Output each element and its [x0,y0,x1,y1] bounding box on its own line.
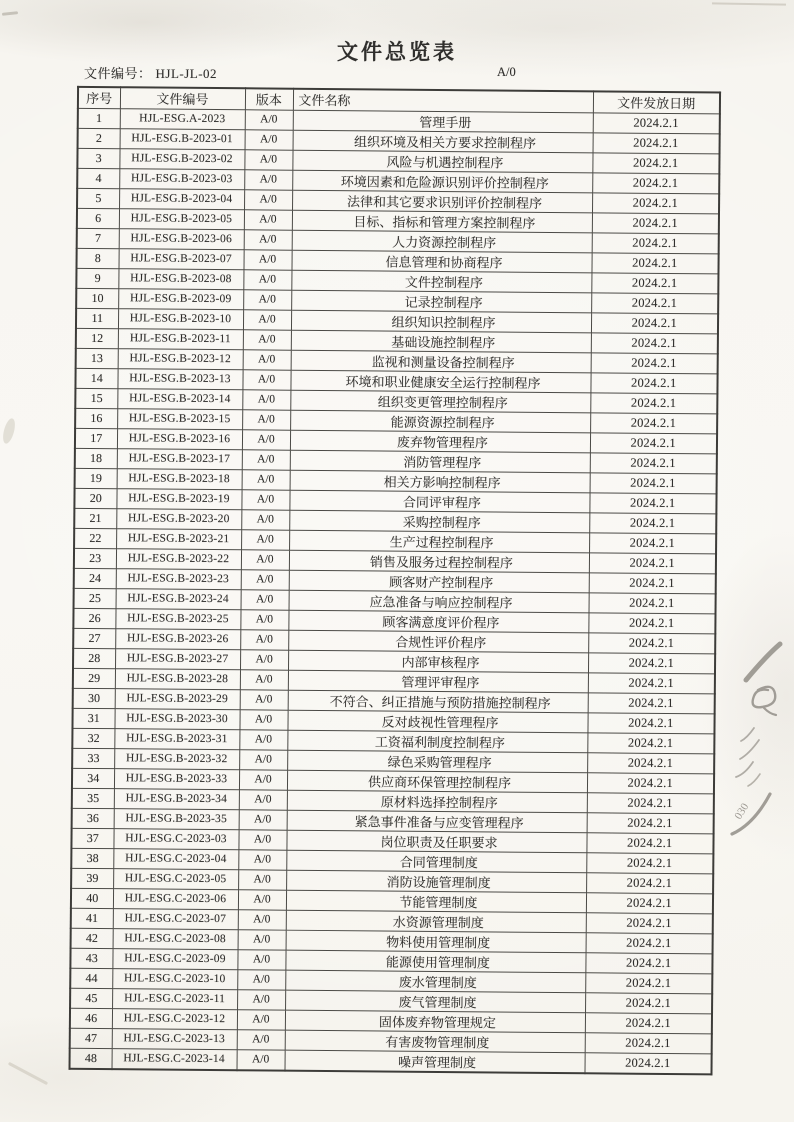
row-issue-date: 2024.2.1 [590,452,717,473]
header-doc-name: 文件名称 [293,89,593,113]
row-doc-name: 人力资源控制程序 [292,230,592,253]
row-doc-number: HJL-ESG.B-2023-34 [114,788,239,809]
row-seq: 47 [70,1028,112,1048]
row-doc-number: HJL-ESG.B-2023-18 [117,468,242,489]
row-version: A/0 [242,389,290,409]
row-seq: 3 [77,148,119,168]
row-doc-name: 顾客财产控制程序 [289,570,589,593]
scan-artifact-bottomleft [8,1062,48,1085]
row-issue-date: 2024.2.1 [592,152,719,173]
row-seq: 9 [76,268,118,288]
row-version: A/0 [237,1029,285,1049]
table-body [70,108,720,1074]
row-issue-date: 2024.2.1 [591,312,718,333]
row-doc-name: 信息管理和协商程序 [291,250,591,273]
row-seq: 28 [73,648,115,668]
row-version: A/0 [238,909,286,929]
row-doc-name: 废水管理制度 [285,970,585,993]
row-doc-name: 组织知识控制程序 [291,310,591,333]
row-doc-name: 管理手册 [293,110,593,133]
row-doc-name: 合同评审程序 [289,490,589,513]
row-doc-number: HJL-ESG.B-2023-01 [120,128,245,149]
row-doc-number: HJL-ESG.C-2023-09 [112,948,237,969]
row-version: A/0 [241,589,289,609]
row-doc-number: HJL-ESG.B-2023-33 [114,768,239,789]
document-overview-table [69,86,722,1075]
row-doc-number: HJL-ESG.C-2023-11 [112,988,237,1009]
row-version: A/0 [243,349,291,369]
row-doc-name: 管理评审程序 [288,670,588,693]
row-doc-number: HJL-ESG.A-2023 [120,108,245,129]
row-doc-name: 风险与机遇控制程序 [292,150,592,173]
row-version: A/0 [242,409,290,429]
row-seq: 19 [75,468,117,488]
row-version: A/0 [239,729,287,749]
row-seq: 37 [71,828,113,848]
row-doc-number: HJL-ESG.B-2023-13 [117,368,242,389]
row-doc-number: HJL-ESG.C-2023-14 [112,1048,237,1070]
row-doc-name: 文件控制程序 [291,270,591,293]
row-issue-date: 2024.2.1 [592,192,719,213]
row-issue-date: 2024.2.1 [589,512,716,533]
row-seq: 15 [75,388,117,408]
row-seq: 2 [78,128,120,148]
row-doc-name: 水资源管理制度 [286,910,586,933]
row-issue-date: 2024.2.1 [591,352,718,373]
row-doc-number: HJL-ESG.B-2023-28 [115,668,240,689]
row-issue-date: 2024.2.1 [591,272,718,293]
row-seq: 36 [72,808,114,828]
row-doc-name: 绿色采购管理程序 [287,750,587,773]
row-seq: 31 [72,708,114,728]
row-doc-number: HJL-ESG.B-2023-11 [118,328,243,349]
row-seq: 43 [70,948,112,968]
row-seq: 41 [71,908,113,928]
page-version: A/0 [497,65,516,79]
row-issue-date: 2024.2.1 [593,112,720,133]
row-version: A/0 [242,449,290,469]
row-version: A/0 [243,249,291,269]
row-issue-date: 2024.2.1 [585,952,712,973]
row-issue-date: 2024.2.1 [586,872,713,893]
row-seq: 17 [75,428,117,448]
row-issue-date: 2024.2.1 [590,412,717,433]
row-version: A/0 [239,769,287,789]
row-version: A/0 [243,329,291,349]
row-doc-name: 基础设施控制程序 [291,330,591,353]
row-doc-name: 目标、指标和管理方案控制程序 [292,210,592,233]
row-issue-date: 2024.2.1 [587,812,714,833]
row-version: A/0 [245,129,293,149]
row-doc-number: HJL-ESG.B-2023-12 [118,348,243,369]
row-doc-number: HJL-ESG.B-2023-20 [116,508,241,529]
row-version: A/0 [239,709,287,729]
row-doc-number: HJL-ESG.B-2023-05 [119,208,244,229]
row-doc-number: HJL-ESG.C-2023-07 [113,908,238,929]
row-doc-name: 反对歧视性管理程序 [287,710,587,733]
row-issue-date: 2024.2.1 [588,692,715,713]
row-issue-date: 2024.2.1 [590,372,717,393]
row-seq: 27 [73,628,115,648]
row-seq: 13 [76,348,118,368]
row-version: A/0 [240,629,288,649]
row-issue-date: 2024.2.1 [585,992,712,1013]
row-doc-number: HJL-ESG.B-2023-02 [119,148,244,169]
row-doc-number: HJL-ESG.C-2023-12 [112,1008,237,1029]
row-seq: 26 [73,608,115,628]
row-seq: 14 [75,368,117,388]
row-issue-date: 2024.2.1 [592,172,719,193]
row-doc-name: 紧急事件准备与应变管理程序 [287,810,587,833]
row-doc-name: 工资福利制度控制程序 [287,730,587,753]
row-version: A/0 [242,469,290,489]
table-row [70,1048,712,1074]
row-version: A/0 [243,269,291,289]
row-issue-date: 2024.2.1 [590,432,717,453]
row-version: A/0 [237,1009,285,1029]
row-issue-date: 2024.2.1 [587,712,714,733]
row-issue-date: 2024.2.1 [591,332,718,353]
row-doc-name: 应急准备与响应控制程序 [289,590,589,613]
row-issue-date: 2024.2.1 [585,972,712,993]
row-doc-name: 消防设施管理制度 [286,870,586,893]
row-seq: 29 [73,668,115,688]
row-version: A/0 [240,689,288,709]
handwritten-mark [724,636,792,841]
row-doc-number: HJL-ESG.C-2023-13 [112,1028,237,1049]
row-seq: 18 [75,448,117,468]
handwritten-mark-number: 030 [732,801,752,822]
row-seq: 39 [71,868,113,888]
row-doc-number: HJL-ESG.B-2023-19 [116,488,241,509]
row-version: A/0 [237,1049,285,1070]
row-version: A/0 [244,169,292,189]
row-doc-name: 有害废物管理制度 [285,1030,585,1053]
row-doc-number: HJL-ESG.C-2023-08 [113,928,238,949]
row-version: A/0 [240,669,288,689]
row-seq: 24 [74,568,116,588]
row-doc-number: HJL-ESG.B-2023-22 [116,548,241,569]
header-version: 版本 [245,88,293,109]
row-seq: 20 [74,488,116,508]
row-doc-number: HJL-ESG.B-2023-26 [115,628,240,649]
row-doc-number: HJL-ESG.B-2023-16 [117,428,242,449]
row-issue-date: 2024.2.1 [587,792,714,813]
row-doc-name: 岗位职责及任职要求 [286,830,586,853]
row-version: A/0 [244,209,292,229]
row-issue-date: 2024.2.1 [593,132,720,153]
row-version: A/0 [243,309,291,329]
scan-artifact-midleft [1,417,17,445]
row-version: A/0 [241,569,289,589]
row-doc-number: HJL-ESG.B-2023-29 [115,688,240,709]
row-doc-name: 监视和测量设备控制程序 [291,350,591,373]
row-seq: 33 [72,748,114,768]
row-seq: 25 [74,588,116,608]
row-version: A/0 [238,829,286,849]
row-seq: 44 [70,968,112,988]
row-issue-date: 2024.2.1 [589,492,716,513]
row-seq: 11 [76,308,118,328]
row-seq: 35 [72,788,114,808]
row-issue-date: 2024.2.1 [588,672,715,693]
row-doc-number: HJL-ESG.C-2023-06 [113,888,238,909]
scan-artifact-topright [712,2,786,5]
row-version: A/0 [241,529,289,549]
row-version: A/0 [242,369,290,389]
row-version: A/0 [238,889,286,909]
row-doc-number: HJL-ESG.B-2023-25 [115,608,240,629]
row-doc-number: HJL-ESG.B-2023-21 [116,528,241,549]
row-doc-name: 不符合、纠正措施与预防措施控制程序 [288,690,588,713]
row-version: A/0 [241,549,289,569]
row-doc-number: HJL-ESG.B-2023-14 [117,388,242,409]
row-issue-date: 2024.2.1 [587,752,714,773]
row-doc-number: HJL-ESG.B-2023-03 [119,168,244,189]
row-seq: 8 [76,248,118,268]
row-seq: 16 [75,408,117,428]
header-seq: 序号 [78,87,120,108]
row-issue-date: 2024.2.1 [591,252,718,273]
row-doc-name: 能源使用管理制度 [285,950,585,973]
row-seq: 38 [71,848,113,868]
row-seq: 30 [73,688,115,708]
row-version: A/0 [238,849,286,869]
row-doc-number: HJL-ESG.B-2023-08 [118,268,243,289]
row-issue-date: 2024.2.1 [589,552,716,573]
row-doc-name: 生产过程控制程序 [289,530,589,553]
row-seq: 4 [77,168,119,188]
row-doc-number: HJL-ESG.B-2023-17 [117,448,242,469]
row-issue-date: 2024.2.1 [585,1032,712,1053]
row-issue-date: 2024.2.1 [590,392,717,413]
row-seq: 34 [72,768,114,788]
row-issue-date: 2024.2.1 [589,572,716,593]
row-issue-date: 2024.2.1 [586,832,713,853]
row-issue-date: 2024.2.1 [586,892,713,913]
row-doc-name: 内部审核程序 [288,650,588,673]
row-doc-number: HJL-ESG.B-2023-35 [114,808,239,829]
row-doc-number: HJL-ESG.B-2023-04 [119,188,244,209]
row-issue-date: 2024.2.1 [587,732,714,753]
row-seq: 48 [70,1048,112,1069]
row-doc-name: 节能管理制度 [286,890,586,913]
row-doc-name: 销售及服务过程控制程序 [289,550,589,573]
row-doc-number: HJL-ESG.C-2023-10 [112,968,237,989]
row-version: A/0 [244,189,292,209]
row-doc-number: HJL-ESG.B-2023-06 [119,228,244,249]
row-doc-number: HJL-ESG.C-2023-03 [113,828,238,849]
row-version: A/0 [240,649,288,669]
row-doc-number: HJL-ESG.C-2023-04 [113,848,238,869]
row-version: A/0 [244,229,292,249]
row-doc-name: 环境和职业健康安全运行控制程序 [290,370,590,393]
row-issue-date: 2024.2.1 [590,472,717,493]
row-version: A/0 [245,109,293,129]
row-version: A/0 [244,149,292,169]
row-doc-number: HJL-ESG.B-2023-07 [118,248,243,269]
row-seq: 23 [74,548,116,568]
row-doc-name: 物料使用管理制度 [286,930,586,953]
row-doc-number: HJL-ESG.C-2023-05 [113,868,238,889]
row-doc-name: 能源资源控制程序 [290,410,590,433]
row-doc-name: 合规性评价程序 [288,630,588,653]
scan-artifact-topleft [2,11,18,16]
row-seq: 40 [71,888,113,908]
row-seq: 21 [74,508,116,528]
row-seq: 1 [78,108,120,128]
row-seq: 10 [76,288,118,308]
row-issue-date: 2024.2.1 [586,852,713,873]
row-seq: 7 [77,228,119,248]
document-number-line [84,63,217,82]
row-issue-date: 2024.2.1 [588,612,715,633]
row-doc-number: HJL-ESG.B-2023-24 [116,588,241,609]
row-doc-name: 组织环境及相关方要求控制程序 [293,130,593,153]
row-doc-name: 顾客满意度评价程序 [288,610,588,633]
row-issue-date: 2024.2.1 [592,212,719,233]
row-version: A/0 [242,429,290,449]
row-doc-name: 噪声管理制度 [285,1050,585,1073]
row-doc-number: HJL-ESG.B-2023-09 [118,288,243,309]
document-number-value: HJL-JL-02 [155,66,218,81]
row-doc-name: 法律和其它要求识别评价控制程序 [292,190,592,213]
row-issue-date: 2024.2.1 [586,932,713,953]
page-title: 文件总览表 [337,40,457,64]
row-version: A/0 [238,869,286,889]
header-issue-date: 文件发放日期 [593,91,720,113]
row-seq: 6 [77,208,119,228]
row-issue-date: 2024.2.1 [586,912,713,933]
row-doc-number: HJL-ESG.B-2023-15 [117,408,242,429]
row-doc-name: 原材料选择控制程序 [287,790,587,813]
row-issue-date: 2024.2.1 [588,632,715,653]
row-issue-date: 2024.2.1 [588,652,715,673]
row-version: A/0 [243,289,291,309]
row-doc-name: 废气管理制度 [285,990,585,1013]
row-doc-name: 环境因素和危险源识别评价控制程序 [292,170,592,193]
row-issue-date: 2024.2.1 [587,772,714,793]
row-issue-date: 2024.2.1 [591,292,718,313]
row-version: A/0 [241,509,289,529]
row-doc-name: 废弃物管理程序 [290,430,590,453]
row-issue-date: 2024.2.1 [589,532,716,553]
row-version: A/0 [239,789,287,809]
row-doc-name: 组织变更管理控制程序 [290,390,590,413]
document-number-label: 文件编号： [84,66,152,81]
row-doc-number: HJL-ESG.B-2023-30 [114,708,239,729]
row-doc-number: HJL-ESG.B-2023-31 [114,728,239,749]
row-doc-name: 采购控制程序 [289,510,589,533]
row-doc-number: HJL-ESG.B-2023-10 [118,308,243,329]
row-doc-name: 记录控制程序 [291,290,591,313]
row-version: A/0 [237,969,285,989]
row-seq: 32 [72,728,114,748]
row-seq: 5 [77,188,119,208]
row-version: A/0 [239,749,287,769]
row-doc-number: HJL-ESG.B-2023-32 [114,748,239,769]
row-version: A/0 [239,809,287,829]
row-doc-name: 消防管理程序 [290,450,590,473]
row-doc-name: 合同管理制度 [286,850,586,873]
row-issue-date: 2024.2.1 [584,1052,711,1074]
header-doc-number: 文件编号 [120,87,245,109]
row-doc-number: HJL-ESG.B-2023-23 [116,568,241,589]
row-version: A/0 [237,949,285,969]
row-version: A/0 [238,929,286,949]
row-doc-name: 供应商环保管理控制程序 [287,770,587,793]
row-issue-date: 2024.2.1 [592,232,719,253]
row-seq: 45 [70,988,112,1008]
row-seq: 12 [76,328,118,348]
row-version: A/0 [237,989,285,1009]
row-seq: 42 [71,928,113,948]
row-issue-date: 2024.2.1 [589,592,716,613]
row-version: A/0 [240,609,288,629]
row-seq: 22 [74,528,116,548]
row-doc-name: 固体废弃物管理规定 [285,1010,585,1033]
row-doc-name: 相关方影响控制程序 [290,470,590,493]
row-seq: 46 [70,1008,112,1028]
row-doc-number: HJL-ESG.B-2023-27 [115,648,240,669]
row-version: A/0 [241,489,289,509]
row-issue-date: 2024.2.1 [585,1012,712,1033]
